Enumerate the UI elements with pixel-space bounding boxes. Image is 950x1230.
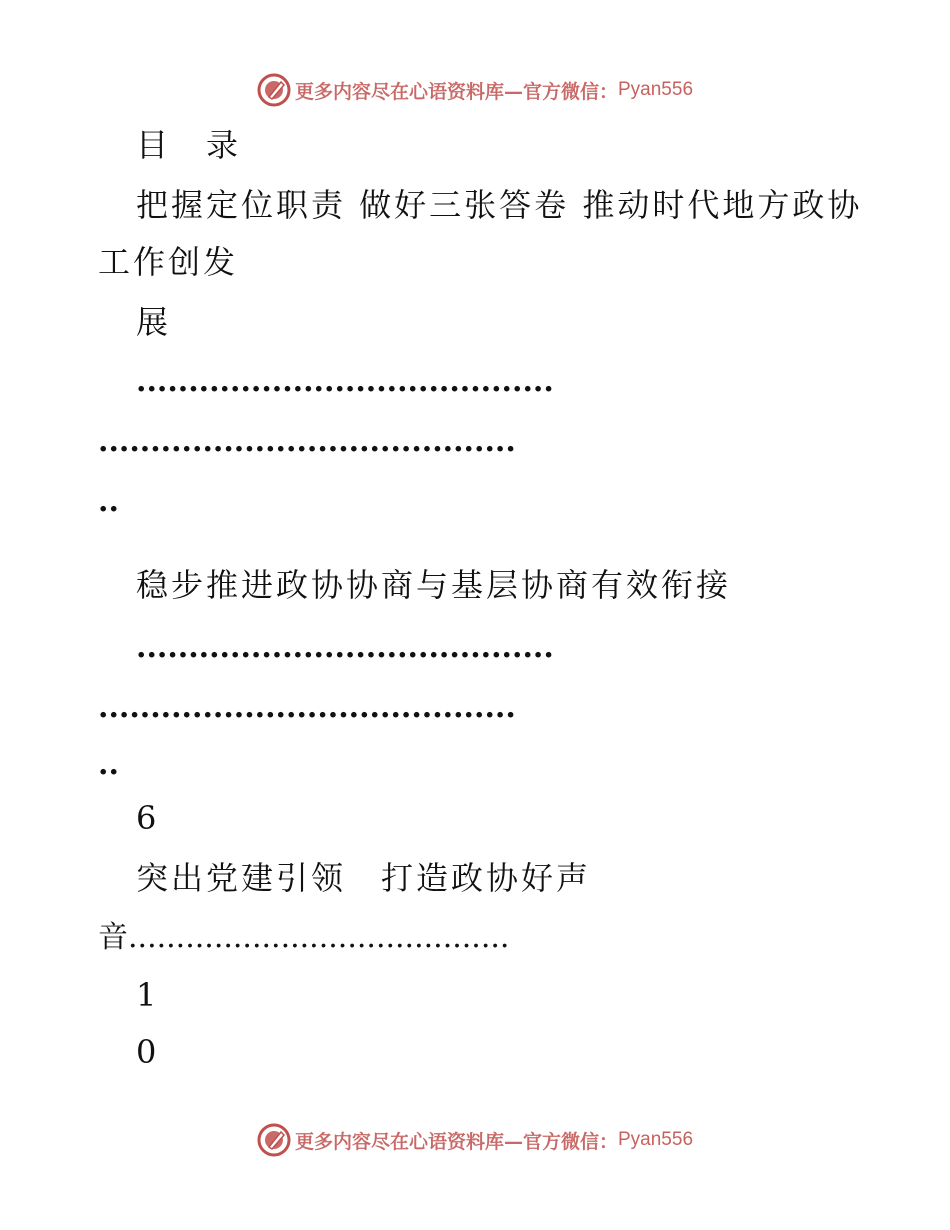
toc-leader-dots: ........................................	[136, 364, 554, 399]
toc-leader-dots: ........................................	[98, 424, 516, 459]
toc-leader-dots: ..	[98, 747, 119, 782]
header-watermark	[0, 70, 950, 110]
toc-leader-dots: ..	[98, 484, 119, 519]
toc-entry-3-title-cont: 音........................................	[98, 920, 510, 955]
toc-leader-dots: ........................................	[98, 690, 516, 725]
toc-heading: 目 录	[136, 126, 242, 164]
toc-entry-1-title-cont: 工作创发	[98, 243, 239, 281]
toc-leader-dots: ........................................	[136, 630, 554, 665]
watermark-text: 更多内容尽在心语资料库—官方微信：	[294, 1130, 618, 1153]
pen-logo-icon	[257, 73, 291, 107]
toc-entry-2-title: 稳步推进政协协商与基层协商有效衔接	[136, 566, 732, 604]
footer-watermark	[0, 1120, 950, 1160]
toc-entry-3-title: 突出党建引领 打造政协好声	[136, 859, 592, 897]
toc-entry-3-page-number: 1	[136, 976, 160, 1014]
watermark-handle: Pyan556	[618, 1129, 694, 1150]
watermark-handle: Pyan556	[618, 79, 694, 100]
watermark-text: 更多内容尽在心语资料库—官方微信：	[294, 80, 618, 103]
toc-entry-3-page-number: 0	[136, 1033, 160, 1071]
toc-entry-1-title: 把握定位职责 做好三张答卷 推动时代地方政协	[136, 186, 863, 224]
toc-entry-2-page-number: 6	[136, 799, 160, 837]
toc-entry-1-title-end: 展	[136, 303, 172, 341]
pen-logo-icon	[257, 1123, 291, 1157]
